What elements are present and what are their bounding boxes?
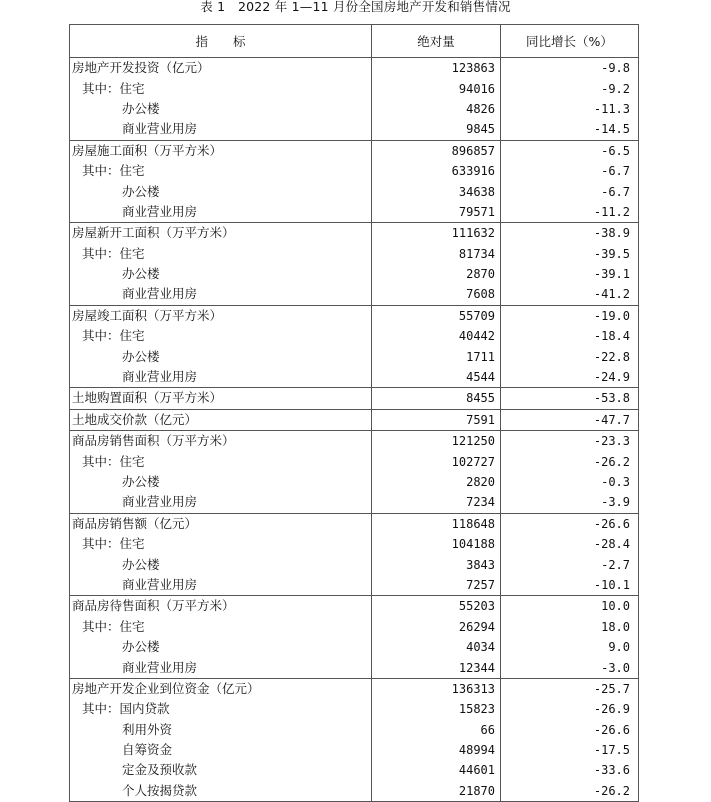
row-indicator: 其中：住宅 xyxy=(70,451,372,471)
table-row xyxy=(70,161,639,181)
row-yoy-change: -6.5 xyxy=(501,140,639,161)
row-indicator: 房地产开发投资（亿元） xyxy=(70,58,372,79)
row-absolute-value: 1711 xyxy=(372,346,501,366)
row-indicator: 房地产开发企业到位资金（亿元） xyxy=(70,678,372,699)
row-indicator: 其中：住宅 xyxy=(70,326,372,346)
row-yoy-change: -22.8 xyxy=(501,346,639,366)
table-header-row xyxy=(70,25,639,58)
table-row xyxy=(70,781,639,802)
row-absolute-value: 48994 xyxy=(372,740,501,760)
row-indicator: 商业营业用房 xyxy=(70,119,372,140)
row-absolute-value: 102727 xyxy=(372,451,501,471)
row-indicator: 其中：住宅 xyxy=(70,617,372,637)
row-absolute-value: 136313 xyxy=(372,678,501,699)
row-indicator: 土地购置面积（万平方米） xyxy=(70,388,372,409)
table-row xyxy=(70,678,639,699)
row-absolute-value: 7257 xyxy=(372,575,501,596)
table-row xyxy=(70,140,639,161)
table-row xyxy=(70,181,639,201)
row-indicator: 个人按揭贷款 xyxy=(70,781,372,802)
row-indicator: 办公楼 xyxy=(70,99,372,119)
table-row xyxy=(70,326,639,346)
row-yoy-change: -28.4 xyxy=(501,534,639,554)
row-yoy-change: -53.8 xyxy=(501,388,639,409)
row-yoy-change: -3.9 xyxy=(501,492,639,513)
row-yoy-change: -6.7 xyxy=(501,181,639,201)
table-row xyxy=(70,431,639,452)
table-row xyxy=(70,699,639,719)
row-yoy-change: -33.6 xyxy=(501,760,639,780)
table-row xyxy=(70,409,639,430)
row-indicator: 其中：住宅 xyxy=(70,244,372,264)
table-row xyxy=(70,78,639,98)
table-row xyxy=(70,223,639,244)
table-row xyxy=(70,99,639,119)
row-absolute-value: 4826 xyxy=(372,99,501,119)
table-body xyxy=(70,58,639,802)
table-row xyxy=(70,740,639,760)
row-indicator: 定金及预收款 xyxy=(70,760,372,780)
table-row xyxy=(70,451,639,471)
row-indicator: 办公楼 xyxy=(70,637,372,657)
row-absolute-value: 15823 xyxy=(372,699,501,719)
row-yoy-change: -23.3 xyxy=(501,431,639,452)
row-yoy-change: -26.6 xyxy=(501,720,639,740)
row-yoy-change: -0.3 xyxy=(501,472,639,492)
row-absolute-value: 7591 xyxy=(372,409,501,430)
row-indicator: 房屋新开工面积（万平方米） xyxy=(70,223,372,244)
table-row xyxy=(70,367,639,388)
row-indicator: 办公楼 xyxy=(70,554,372,574)
table-row xyxy=(70,554,639,574)
row-indicator: 商业营业用房 xyxy=(70,657,372,678)
table-row xyxy=(70,534,639,554)
row-absolute-value: 9845 xyxy=(372,119,501,140)
row-absolute-value: 21870 xyxy=(372,781,501,802)
row-indicator: 其中：国内贷款 xyxy=(70,699,372,719)
row-indicator: 其中：住宅 xyxy=(70,78,372,98)
row-indicator: 办公楼 xyxy=(70,346,372,366)
row-absolute-value: 81734 xyxy=(372,244,501,264)
row-absolute-value: 8455 xyxy=(372,388,501,409)
row-absolute-value: 121250 xyxy=(372,431,501,452)
row-indicator: 其中：住宅 xyxy=(70,161,372,181)
row-yoy-change: -25.7 xyxy=(501,678,639,699)
row-indicator: 商品房待售面积（万平方米） xyxy=(70,596,372,617)
row-absolute-value: 7234 xyxy=(372,492,501,513)
row-absolute-value: 44601 xyxy=(372,760,501,780)
row-absolute-value: 66 xyxy=(372,720,501,740)
table-row xyxy=(70,58,639,79)
row-indicator: 办公楼 xyxy=(70,472,372,492)
row-indicator: 房屋竣工面积（万平方米） xyxy=(70,305,372,326)
row-yoy-change: -10.1 xyxy=(501,575,639,596)
row-yoy-change: -11.3 xyxy=(501,99,639,119)
row-indicator: 商业营业用房 xyxy=(70,284,372,305)
row-yoy-change: -38.9 xyxy=(501,223,639,244)
real-estate-table xyxy=(69,24,639,802)
table-row xyxy=(70,346,639,366)
table-row xyxy=(70,657,639,678)
table-row xyxy=(70,244,639,264)
row-indicator: 商业营业用房 xyxy=(70,202,372,223)
row-indicator: 利用外资 xyxy=(70,720,372,740)
row-yoy-change: -47.7 xyxy=(501,409,639,430)
row-yoy-change: -26.9 xyxy=(501,699,639,719)
table-row xyxy=(70,575,639,596)
row-yoy-change: -26.2 xyxy=(501,451,639,471)
row-indicator: 办公楼 xyxy=(70,264,372,284)
row-indicator: 办公楼 xyxy=(70,181,372,201)
row-yoy-change: 9.0 xyxy=(501,637,639,657)
table-row xyxy=(70,637,639,657)
row-yoy-change: 18.0 xyxy=(501,617,639,637)
table-row xyxy=(70,720,639,740)
row-yoy-change: -24.9 xyxy=(501,367,639,388)
row-indicator: 商业营业用房 xyxy=(70,367,372,388)
table-row xyxy=(70,513,639,534)
row-absolute-value: 34638 xyxy=(372,181,501,201)
row-yoy-change: -2.7 xyxy=(501,554,639,574)
row-yoy-change: -14.5 xyxy=(501,119,639,140)
row-yoy-change: -9.2 xyxy=(501,78,639,98)
row-absolute-value: 896857 xyxy=(372,140,501,161)
header-absolute: 绝对量 xyxy=(372,25,501,58)
row-absolute-value: 3843 xyxy=(372,554,501,574)
row-indicator: 商业营业用房 xyxy=(70,492,372,513)
table-row xyxy=(70,119,639,140)
row-absolute-value: 55203 xyxy=(372,596,501,617)
row-yoy-change: -19.0 xyxy=(501,305,639,326)
header-indicator: 指 标 xyxy=(70,25,372,58)
row-yoy-change: -41.2 xyxy=(501,284,639,305)
row-yoy-change: -39.1 xyxy=(501,264,639,284)
row-absolute-value: 123863 xyxy=(372,58,501,79)
table-row xyxy=(70,596,639,617)
row-yoy-change: -26.6 xyxy=(501,513,639,534)
row-indicator: 自筹资金 xyxy=(70,740,372,760)
row-yoy-change: -17.5 xyxy=(501,740,639,760)
row-indicator: 房屋施工面积（万平方米） xyxy=(70,140,372,161)
header-yoy: 同比增长（%） xyxy=(501,25,639,58)
table-row xyxy=(70,492,639,513)
row-absolute-value: 118648 xyxy=(372,513,501,534)
row-yoy-change: -9.8 xyxy=(501,58,639,79)
table-row xyxy=(70,388,639,409)
row-yoy-change: -6.7 xyxy=(501,161,639,181)
row-absolute-value: 7608 xyxy=(372,284,501,305)
row-absolute-value: 12344 xyxy=(372,657,501,678)
row-absolute-value: 40442 xyxy=(372,326,501,346)
table-row xyxy=(70,617,639,637)
table-row xyxy=(70,760,639,780)
table-row xyxy=(70,305,639,326)
table-row xyxy=(70,202,639,223)
row-yoy-change: -3.0 xyxy=(501,657,639,678)
row-yoy-change: -26.2 xyxy=(501,781,639,802)
row-indicator: 其中：住宅 xyxy=(70,534,372,554)
row-absolute-value: 104188 xyxy=(372,534,501,554)
row-absolute-value: 2870 xyxy=(372,264,501,284)
row-absolute-value: 4034 xyxy=(372,637,501,657)
row-indicator: 商品房销售面积（万平方米） xyxy=(70,431,372,452)
table-caption: 表 1 2022 年 1—11 月份全国房地产开发和销售情况 xyxy=(200,0,511,14)
table-row xyxy=(70,284,639,305)
row-absolute-value: 79571 xyxy=(372,202,501,223)
row-indicator: 商业营业用房 xyxy=(70,575,372,596)
table-row xyxy=(70,472,639,492)
row-indicator: 土地成交价款（亿元） xyxy=(70,409,372,430)
row-absolute-value: 111632 xyxy=(372,223,501,244)
row-absolute-value: 94016 xyxy=(372,78,501,98)
row-yoy-change: -39.5 xyxy=(501,244,639,264)
table-row xyxy=(70,264,639,284)
row-absolute-value: 55709 xyxy=(372,305,501,326)
row-yoy-change: -18.4 xyxy=(501,326,639,346)
row-absolute-value: 2820 xyxy=(372,472,501,492)
row-yoy-change: -11.2 xyxy=(501,202,639,223)
row-absolute-value: 4544 xyxy=(372,367,501,388)
row-yoy-change: 10.0 xyxy=(501,596,639,617)
row-absolute-value: 633916 xyxy=(372,161,501,181)
row-indicator: 商品房销售额（亿元） xyxy=(70,513,372,534)
row-absolute-value: 26294 xyxy=(372,617,501,637)
